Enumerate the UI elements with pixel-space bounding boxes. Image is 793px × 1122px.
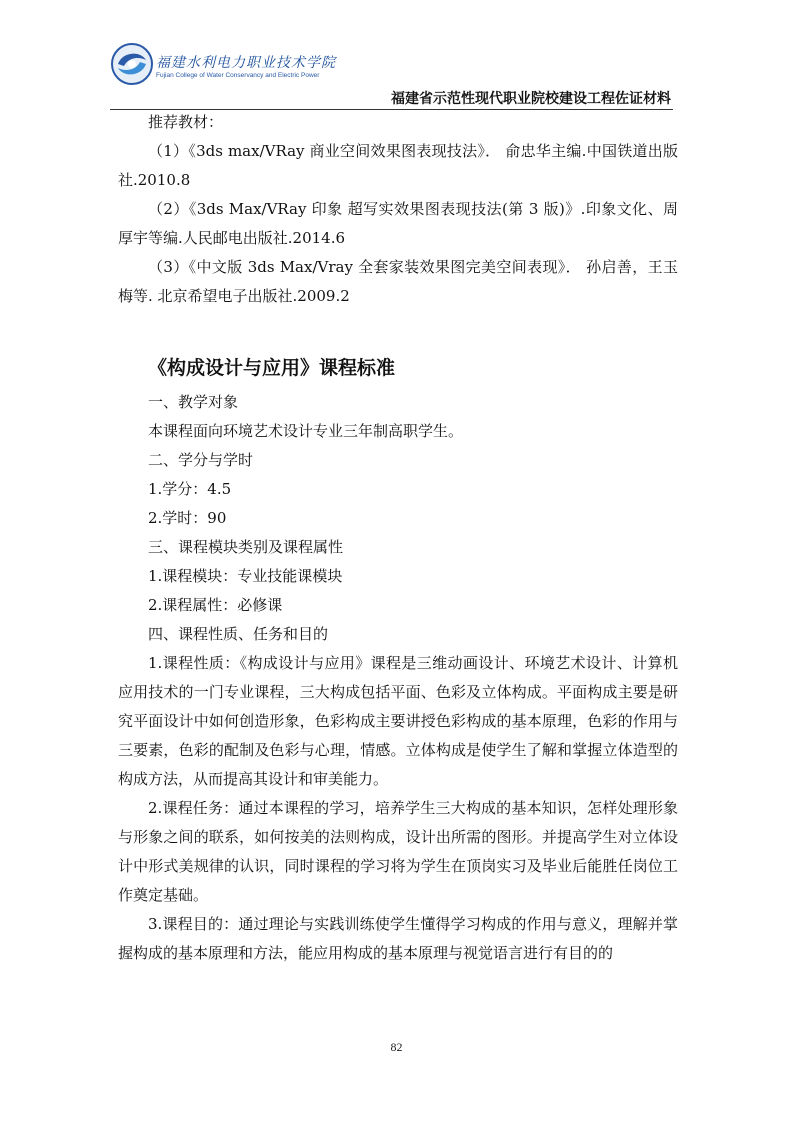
course-title: 《构成设计与应用》课程标准 <box>148 357 396 379</box>
header-title: 福建省示范性现代职业院校建设工程佐证材料 <box>391 91 671 107</box>
credits-line: 1.学分：4.5 <box>148 480 232 498</box>
section-2-heading: 二、学分与学时 <box>148 451 254 469</box>
course-purpose-paragraph: 3.课程目的：通过理论与实践训练使学生懂得学习构成的作用与意义，理解并掌握构成的基本原理和方法，能应用构成的基本原理与视觉语言进行有目的的 <box>118 915 678 962</box>
section-1-text: 本课程面向环境艺术设计专业三年制高职学生。 <box>148 422 464 440</box>
swirl-logo-icon <box>110 42 154 86</box>
textbook-item-1: （1）《3ds max/VRay 商业空间效果图表现技法》． 俞忠华主编.中国铁道出版社.2010.8 <box>118 142 678 189</box>
school-logo <box>110 42 336 96</box>
section-4-heading: 四、课程性质、任务和目的 <box>148 625 329 643</box>
attribute-line: 2.课程属性：必修课 <box>148 596 283 614</box>
course-nature-paragraph: 1.课程性质：《构成设计与应用》课程是三维动画设计、环境艺术设计、计算机应用技术的一门专业课程，三大构成包括平面、色彩及立体构成。平面构成主要是研究平面设计中如何创造形象，色彩构成主要讲授色彩构成的基本原理，色彩的作用与三要素，色彩的配制及色彩与心理，情感。立体构成是使学生了解和掌握立体造型的构成方法，从而提高其设计和审美能力。 <box>118 654 678 788</box>
page-number: 82 <box>390 1040 403 1054</box>
section-1-heading: 一、教学对象 <box>148 393 239 411</box>
section-3-heading: 三、课程模块类别及课程属性 <box>148 538 344 556</box>
module-line: 1.课程模块：专业技能课模块 <box>148 567 343 585</box>
course-task-paragraph: 2.课程任务：通过本课程的学习，培养学生三大构成的基本知识，怎样处理形象与形象之间的联系，如何按美的法则构成，设计出所需的图形。并提高学生对立体设计中形式美规律的认识，同时课程的学习将为学生在顶岗实习及毕业后能胜任岗位工作奠定基础。 <box>118 799 678 904</box>
logo-text-en: Fujian College of Water Conservancy and Electric Power <box>156 72 320 79</box>
textbook-item-3: （3）《中文版 3ds Max/Vray 全套家装效果图完美空间表现》． 孙启善，王玉梅等. 北京希望电子出版社.2009.2 <box>118 258 678 305</box>
hours-line: 2.学时：90 <box>148 509 227 527</box>
logo-text-cn: 福建水利电力职业技术学院 <box>156 55 336 71</box>
textbooks-heading: 推荐教材： <box>148 113 224 131</box>
page-body <box>118 108 678 968</box>
textbook-item-2: （2）《3ds Max/VRay 印象 超写实效果图表现技法(第 3 版)》.印象文化、周厚宇等编.人民邮电出版社.2014.6 <box>118 200 678 247</box>
